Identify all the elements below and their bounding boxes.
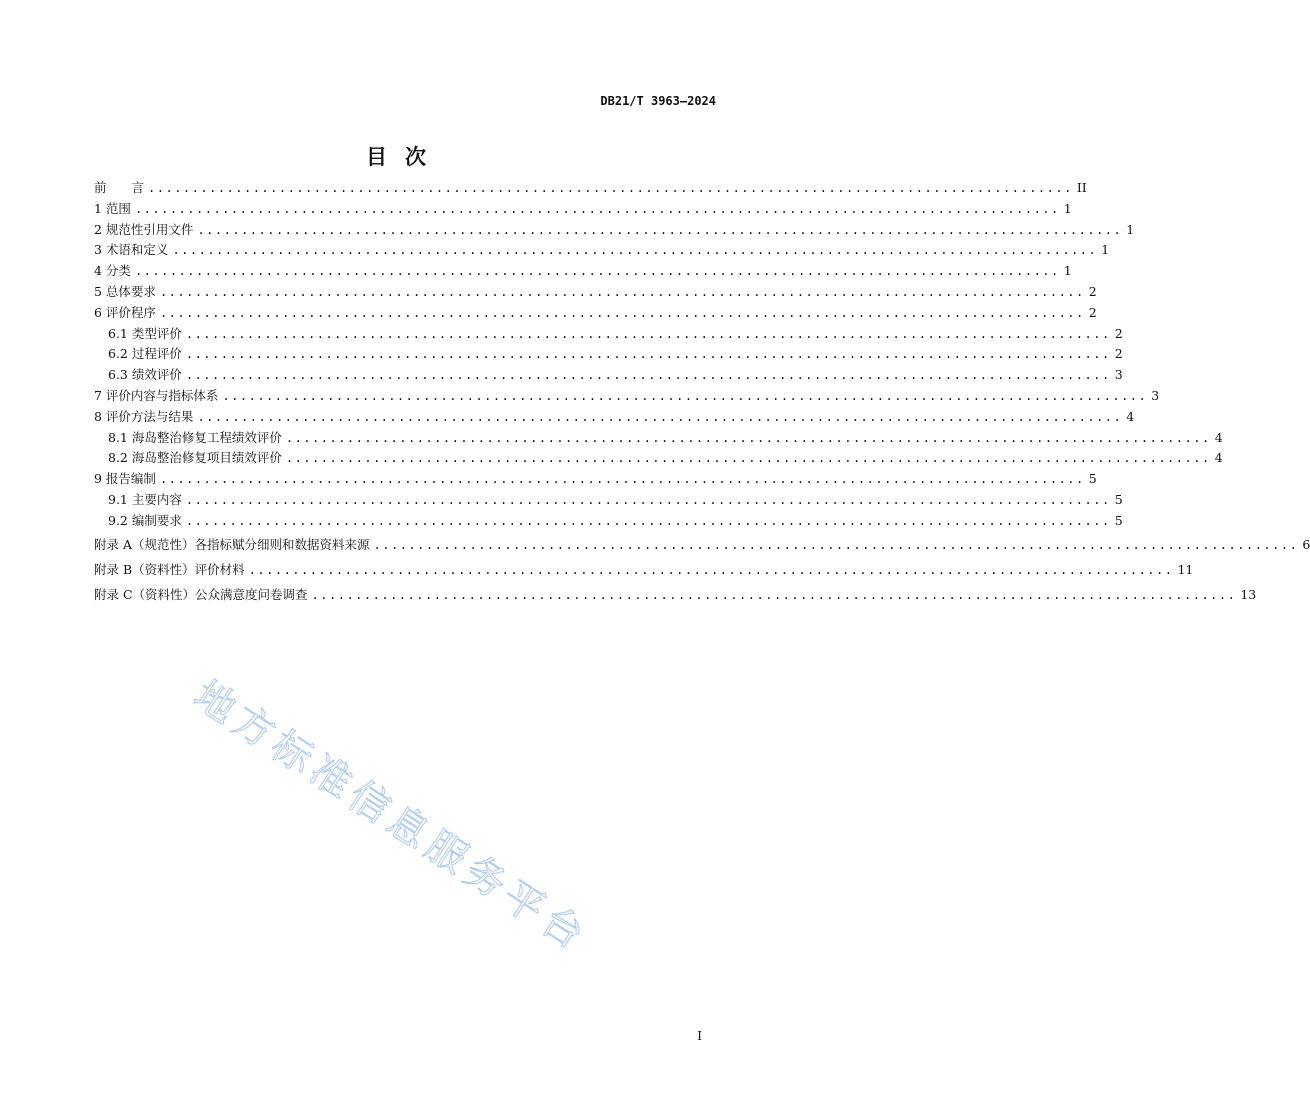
toc-leader-dots: .......................................................................................................... xyxy=(148,181,1073,195)
toc-leader-dots: .......................................................................................................... xyxy=(185,326,1111,341)
toc-title: 目次 xyxy=(366,145,444,169)
toc-entry-label: 6.2 过程评价 xyxy=(108,346,182,362)
toc-entry-page: 2 xyxy=(1088,283,1097,299)
toc-leader-dots: .......................................................................................................... xyxy=(285,430,1211,445)
toc-entry-label: 4 分类 xyxy=(94,263,131,279)
toc-entry-8[interactable] xyxy=(94,407,1135,428)
toc-entry-page: 4 xyxy=(1214,429,1223,445)
toc-leader-dots: .......................................................................................................... xyxy=(134,264,1060,279)
toc-leader-dots: .......................................................................................................... xyxy=(185,492,1111,507)
toc-entry-9-2[interactable] xyxy=(94,511,1123,532)
toc-entry-label: 5 总体要求 xyxy=(94,283,156,299)
toc-leader-dots: .......................................................................................................... xyxy=(311,587,1237,602)
toc-entry-page: 5 xyxy=(1114,491,1123,507)
toc-entry-label: 9.1 主要内容 xyxy=(108,491,182,507)
toc-entry-6[interactable] xyxy=(94,303,1097,324)
toc-entry-6-1[interactable] xyxy=(94,324,1123,345)
toc-entry-1[interactable] xyxy=(94,199,1072,220)
toc-entry-page: 11 xyxy=(1177,561,1194,577)
toc-entry-9[interactable] xyxy=(94,469,1097,490)
toc-entry-page: 4 xyxy=(1214,450,1223,466)
watermark: 地方标准信息服务平台 xyxy=(185,672,597,962)
toc-entry-3[interactable] xyxy=(94,240,1110,261)
toc-entry-label: 8 评价方法与结果 xyxy=(94,408,194,424)
toc-leader-dots: .......................................................................................................... xyxy=(172,243,1098,258)
toc-leader-dots: .......................................................................................................... xyxy=(185,513,1111,528)
toc-entry-page: II xyxy=(1076,180,1087,195)
toc-leader-dots: .......................................................................................................... xyxy=(185,347,1111,362)
toc-leader-dots: .......................................................................................................... xyxy=(159,284,1085,299)
toc-entry-label: 8.2 海岛整治修复项目绩效评价 xyxy=(108,450,282,466)
toc-entry-2[interactable] xyxy=(94,220,1135,241)
toc-entry-9-1[interactable] xyxy=(94,490,1123,511)
toc-entry-label: 7 评价内容与指标体系 xyxy=(94,387,219,403)
toc-entry-label: 前 言 xyxy=(94,180,145,195)
toc-leader-dots: .......................................................................................................... xyxy=(159,305,1085,320)
table-of-contents xyxy=(94,178,1310,605)
toc-leader-dots: .......................................................................................................... xyxy=(248,562,1174,577)
toc-entry-8-2[interactable] xyxy=(94,448,1223,469)
toc-entry-label: 2 规范性引用文件 xyxy=(94,221,194,237)
toc-entry-label: 8.1 海岛整治修复工程绩效评价 xyxy=(108,429,282,445)
toc-leader-dots: .......................................................................................................... xyxy=(159,472,1085,487)
toc-entry-page: 2 xyxy=(1114,325,1123,341)
toc-entry-page: 2 xyxy=(1114,346,1123,362)
toc-entry-label: 1 范围 xyxy=(94,200,131,216)
toc-entry-label: 附录 C（资料性）公众满意度问卷调查 xyxy=(94,586,308,602)
toc-entry-6-3[interactable] xyxy=(94,365,1123,386)
toc-entry-8-1[interactable] xyxy=(94,428,1223,449)
toc-entry-page: 5 xyxy=(1114,512,1123,528)
toc-entry-label: 附录 A（规范性）各指标赋分细则和数据资料来源 xyxy=(94,537,370,553)
toc-entry-appendix-b[interactable] xyxy=(94,560,1194,581)
toc-entry-page: 13 xyxy=(1240,586,1257,602)
toc-entry-page: 1 xyxy=(1126,221,1135,237)
toc-entry-label: 9 报告编制 xyxy=(94,471,156,487)
toc-entry-page: 3 xyxy=(1114,367,1123,383)
toc-leader-dots: .......................................................................................................... xyxy=(373,538,1299,553)
toc-entry-label: 6 评价程序 xyxy=(94,304,156,320)
toc-leader-dots: .......................................................................................................... xyxy=(222,388,1148,403)
toc-entry-page: 1 xyxy=(1101,242,1110,258)
toc-entry-appendix-c[interactable] xyxy=(94,585,1257,606)
toc-leader-dots: .......................................................................................................... xyxy=(185,368,1111,383)
toc-entry-page: 1 xyxy=(1063,263,1072,279)
toc-leader-dots: .......................................................................................................... xyxy=(197,222,1123,237)
document-code: DB21/T 3963—2024 xyxy=(600,94,716,108)
toc-leader-dots: .......................................................................................................... xyxy=(197,409,1123,424)
toc-entry-label: 9.2 编制要求 xyxy=(108,512,182,528)
toc-entry-page: 6 xyxy=(1302,537,1310,553)
toc-leader-dots: .......................................................................................................... xyxy=(285,451,1211,466)
toc-entry-label: 附录 B（资料性）评价材料 xyxy=(94,561,245,577)
toc-entry-foreword[interactable] xyxy=(94,178,1087,199)
toc-leader-dots: .......................................................................................................... xyxy=(134,201,1060,216)
toc-entry-6-2[interactable] xyxy=(94,344,1123,365)
toc-entry-label: 6.1 类型评价 xyxy=(108,325,182,341)
toc-entry-page: 1 xyxy=(1063,200,1072,216)
toc-entry-page: 5 xyxy=(1088,471,1097,487)
page-number: I xyxy=(697,1029,702,1043)
toc-entry-7[interactable] xyxy=(94,386,1160,407)
toc-entry-page: 2 xyxy=(1088,304,1097,320)
toc-entry-4[interactable] xyxy=(94,261,1072,282)
toc-entry-page: 3 xyxy=(1151,387,1160,403)
toc-entry-page: 4 xyxy=(1126,408,1135,424)
toc-entry-5[interactable] xyxy=(94,282,1097,303)
toc-entry-label: 3 术语和定义 xyxy=(94,242,169,258)
toc-entry-appendix-a[interactable] xyxy=(94,535,1310,556)
toc-entry-label: 6.3 绩效评价 xyxy=(108,367,182,383)
